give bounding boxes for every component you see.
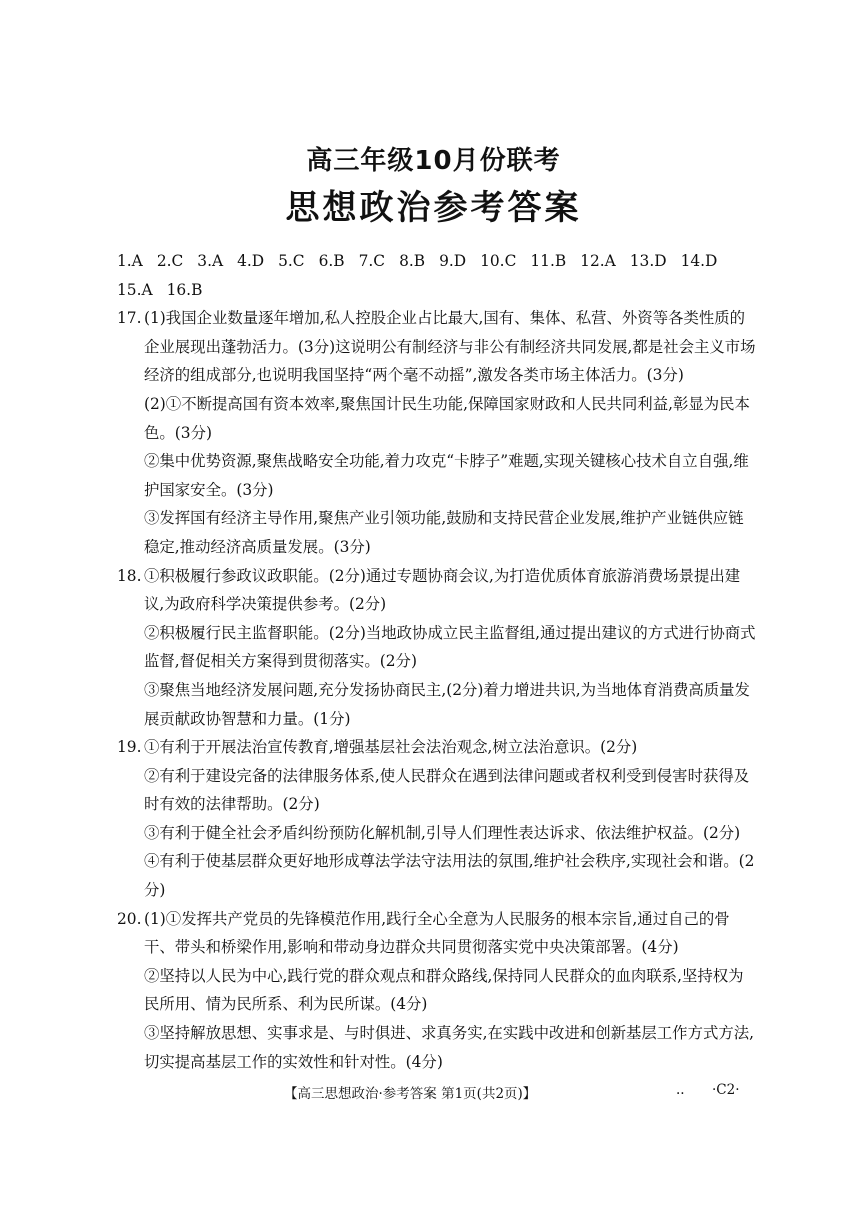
choice-answer: 10.C (480, 252, 517, 270)
exam-title: 高三年级10月份联考 (306, 146, 561, 176)
question-number: 17. (117, 309, 142, 328)
answer-paragraph: (1)我国企业数量逐年增加,私人控股企业占比最大,国有、集体、私营、外资等各类性质的企业展现出蓬勃活力。(3分)这说明公有制经济与非公有制经济共同发展,都是社会主义市场经济的组成部分,也说明我国坚持“两个毫不动摇”,激发各类市场主体活力。(3分) (144, 309, 756, 385)
choice-answer: 12.A (580, 252, 616, 270)
choice-answer: 6.B (318, 252, 345, 270)
question-20 (117, 905, 757, 1077)
question-number: 18. (117, 566, 142, 585)
choice-answer: 5.C (278, 252, 305, 270)
choice-answer: 15.A (117, 280, 153, 299)
page-footer (0, 1082, 867, 1104)
answer-paragraph: ②坚持以人民为中心,践行党的群众观点和群众路线,保持同人民群众的血肉联系,坚持权为民所用、情为民所系、利为民所谋。(4分) (144, 966, 744, 1014)
question-answer (144, 905, 757, 1077)
answer-paragraph: ③坚持解放思想、实事求是、与时俱进、求真务实,在实践中改进和创新基层工作方式方法,切实提高基层工作的实效性和针对性。(4分) (144, 1024, 755, 1071)
answer-paragraph: ②集中优势资源,聚焦战略安全功能,着力攻克“卡脖子”难题,实现关键核心技术自立自强,维护国家安全。(3分) (144, 452, 749, 499)
answer-paragraph: ③聚焦当地经济发展问题,充分发扬协商民主,(2分)着力增进共识,为当地体育消费高质量发展贡献政协智慧和力量。(1分) (144, 680, 750, 728)
choice-answer: 16.B (166, 280, 203, 299)
choice-answer: 9.D (439, 252, 467, 270)
choice-answer: 1.A (117, 252, 143, 270)
choice-answer: 4.D (237, 252, 265, 270)
choice-answer: 3.A (197, 252, 224, 270)
question-number: 19. (117, 738, 142, 757)
question-number: 20. (117, 909, 142, 928)
question-answer (144, 562, 757, 734)
choice-answer: 13.D (629, 252, 667, 270)
footer-code: ·C2· (712, 1082, 740, 1098)
question-answer (144, 733, 757, 905)
question-18 (117, 562, 757, 734)
answer-paragraph: (2)①不断提高国有资本效率,聚焦国计民生功能,保障国家财政和人民共同利益,彰显为民本色。(3分) (144, 394, 750, 442)
choice-answer: 7.C (358, 252, 386, 270)
answer-paragraph: ①积极履行参政议政职能。(2分)通过专题协商会议,为打造优质体育旅游消费场景提出建议,为政府科学决策提供参考。(2分) (144, 566, 741, 614)
question-answer (144, 304, 757, 561)
footer-page-info: 【高三思想政治·参考答案 第1页(共2页)】 (284, 1086, 537, 1102)
answer-body (117, 247, 757, 1076)
answer-paragraph: ②积极履行民主监督职能。(2分)当地政协成立民主监督组,通过提出建议的方式进行协商式监督,督促相关方案得到贯彻落实。(2分) (144, 623, 756, 671)
question-17 (117, 304, 757, 561)
question-19 (117, 733, 757, 905)
choice-answers (117, 247, 757, 304)
answer-key-title: 思想政治参考答案 (285, 188, 582, 228)
answer-paragraph: ③发挥国有经济主导作用,聚焦产业引领功能,鼓励和支持民营企业发展,维护产业链供应链稳定,推动经济高质量发展。(3分) (144, 509, 744, 556)
answer-paragraph: ③有利于健全社会矛盾纠纷预防化解机制,引导人们理性表达诉求、依法维护权益。(2分) (144, 823, 741, 842)
choice-answer: 2.C (156, 252, 184, 270)
choice-answer: 11.B (530, 252, 567, 270)
answer-paragraph: ④有利于使基层群众更好地形成尊法学法守法用法的氛围,维护社会秩序,实现社会和谐。(2分) (144, 852, 755, 900)
choice-answer: 14.D (680, 252, 718, 270)
answer-paragraph: ①有利于开展法治宣传教育,增强基层社会法治观念,树立法治意识。(2分) (144, 738, 638, 757)
choice-answer: 8.B (399, 252, 426, 270)
answer-paragraph: ②有利于建设完备的法律服务体系,使人民群众在遇到法律问题或者权利受到侵害时获得及时有效的法律帮助。(2分) (144, 766, 750, 814)
footer-dots: .. (676, 1082, 685, 1098)
answer-paragraph: (1)①发挥共产党员的先锋模范作用,践行全心全意为人民服务的根本宗旨,通过自己的骨干、带头和桥梁作用,影响和带动身边群众共同贯彻落实党中央决策部署。(4分) (144, 909, 730, 957)
